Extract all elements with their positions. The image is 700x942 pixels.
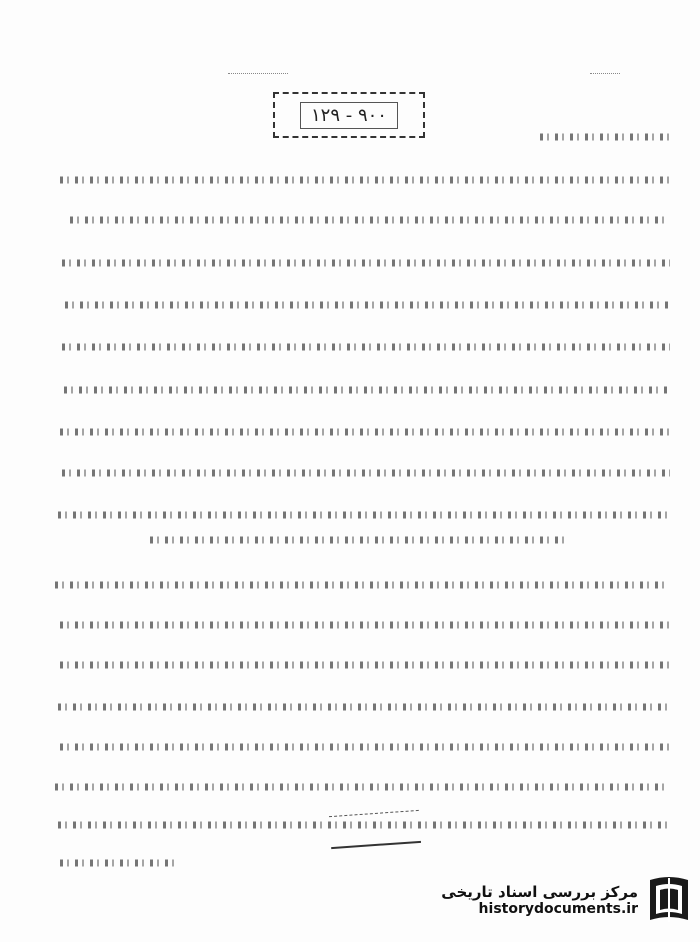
handwritten-line: [60, 165, 670, 195]
handwritten-letter: [60, 120, 670, 860]
website-url: historydocuments.ir: [478, 901, 638, 917]
document-number: ۹۰۰ - ۱۲۹: [300, 102, 398, 129]
handwritten-line: [540, 122, 670, 152]
handwritten-line: [60, 848, 180, 878]
handwritten-line: [62, 248, 670, 278]
handwritten-line: [150, 525, 570, 555]
dotted-mark: [228, 73, 288, 76]
signature-scribble: [329, 810, 421, 849]
handwritten-line: [70, 205, 670, 235]
handwritten-line: [60, 610, 670, 640]
handwritten-line: [62, 332, 670, 362]
handwritten-line: [55, 772, 670, 802]
logo-text: [441, 883, 638, 917]
org-name: مرکز بررسی اسناد تاریخی: [441, 883, 638, 901]
handwritten-line: [62, 458, 670, 488]
handwritten-line: [60, 417, 670, 447]
handwritten-line: [55, 570, 670, 600]
handwritten-line: [60, 650, 670, 680]
book-logo-icon: [646, 874, 692, 926]
watermark-logo: [430, 864, 692, 936]
dotted-mark: [590, 73, 620, 76]
handwritten-line: [58, 692, 670, 722]
handwritten-line: [64, 375, 670, 405]
handwritten-line: [65, 290, 670, 320]
handwritten-line: [60, 732, 670, 762]
